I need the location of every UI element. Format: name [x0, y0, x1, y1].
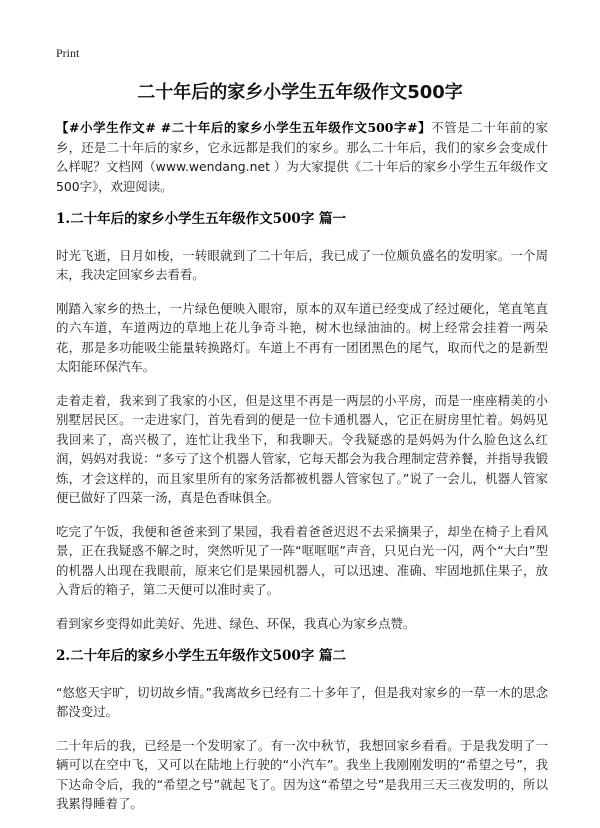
paragraph: 走着走着，我来到了我家的小区，但是这里不再是一两层的小平房，而是一座座精美的小别墅居民区。一走进家门，首先看到的便是一位卡通机器人，它正在厨房里忙着。妈妈见我回来了，高兴极了，连忙让我坐下，和我聊天。令我疑惑的是妈妈为什么脸色这么红润，妈妈对我说：“多亏了这个机器人管家，它每天都会为我合理制定营养餐，并指导我锻炼，才会这样的，而且家里所有的家务活都被机器人管家包了。”说了一会儿，机器人管家便已做好了四菜一汤，真是色香味俱全。 [56, 392, 548, 505]
paragraph: 时光飞逝，日月如梭，一转眼就到了二十年后，我已成了一位颇负盛名的发明家。一个周末，我决定回家乡去看看。 [56, 247, 548, 282]
intro-paragraph [56, 118, 548, 196]
intro-text: 不管是二十年前的家乡，还是二十年后的家乡，它永远都是我们的家乡。那么二十年后，我们的家乡会变成什么样呢？文档网（www.wendang.net ）为大家提供《二十年后的家乡小学生五年级作文500字》，欢迎阅读。 [56, 120, 548, 194]
section-heading-1: 1.二十年后的家乡小学生五年级作文500字 篇一 [56, 211, 346, 227]
section-heading-2: 2.二十年后的家乡小学生五年级作文500字 篇二 [56, 648, 346, 664]
paragraph: “悠悠天宇旷，切切故乡情。”我离故乡已经有二十多年了，但是我对家乡的一草一木的思念都没变过。 [56, 684, 548, 719]
article-body [56, 118, 548, 828]
paragraph: 二十年后的我，已经是一个发明家了。有一次中秋节，我想回家乡看看。于是我发明了一辆可以在空中飞，又可以在陆地上行驶的“小汽车”。我坐上我刚刚发明的“希望之号”，我下达命令后，我的“希望之号”就起飞了。因为这“希望之号”是我用三天三夜发明的，所以我累得睡着了。 [56, 737, 548, 811]
page-title: 二十年后的家乡小学生五年级作文500字 [137, 82, 463, 103]
paragraph: 看到家乡变得如此美好、先进、绿色、环保，我真心为家乡点赞。 [56, 615, 416, 631]
print-label[interactable]: Print [56, 46, 80, 60]
intro-tag: 【#小学生作文# #二十年后的家乡小学生五年级作文500字#】 [56, 120, 432, 135]
paragraph: 刚踏入家乡的热土，一片绿色便映入眼帘，原本的双车道已经变成了经过硬化，笔直笔直的六车道，车道两边的草地上花儿争奇斗艳，树木也绿油油的。树上经常会挂着一两朵花，那是多功能吸尘能量转换路灯。车道上不再有一团团黑色的尾气，取而代之的是新型太阳能环保汽车。 [56, 300, 548, 374]
paragraph: 吃完了午饭，我便和爸爸来到了果园，我看着爸爸迟迟不去采摘果子，却坐在椅子上看风景，正在我疑惑不解之时，突然听见了一阵“哐哐哐”声音，只见白光一闪，两个“大白”型的机器人出现在我眼前，原来它们是果园机器人，可以迅速、准确、牢固地抓住果子，放入背后的箱子，第二天便可以准时卖了。 [56, 523, 548, 597]
